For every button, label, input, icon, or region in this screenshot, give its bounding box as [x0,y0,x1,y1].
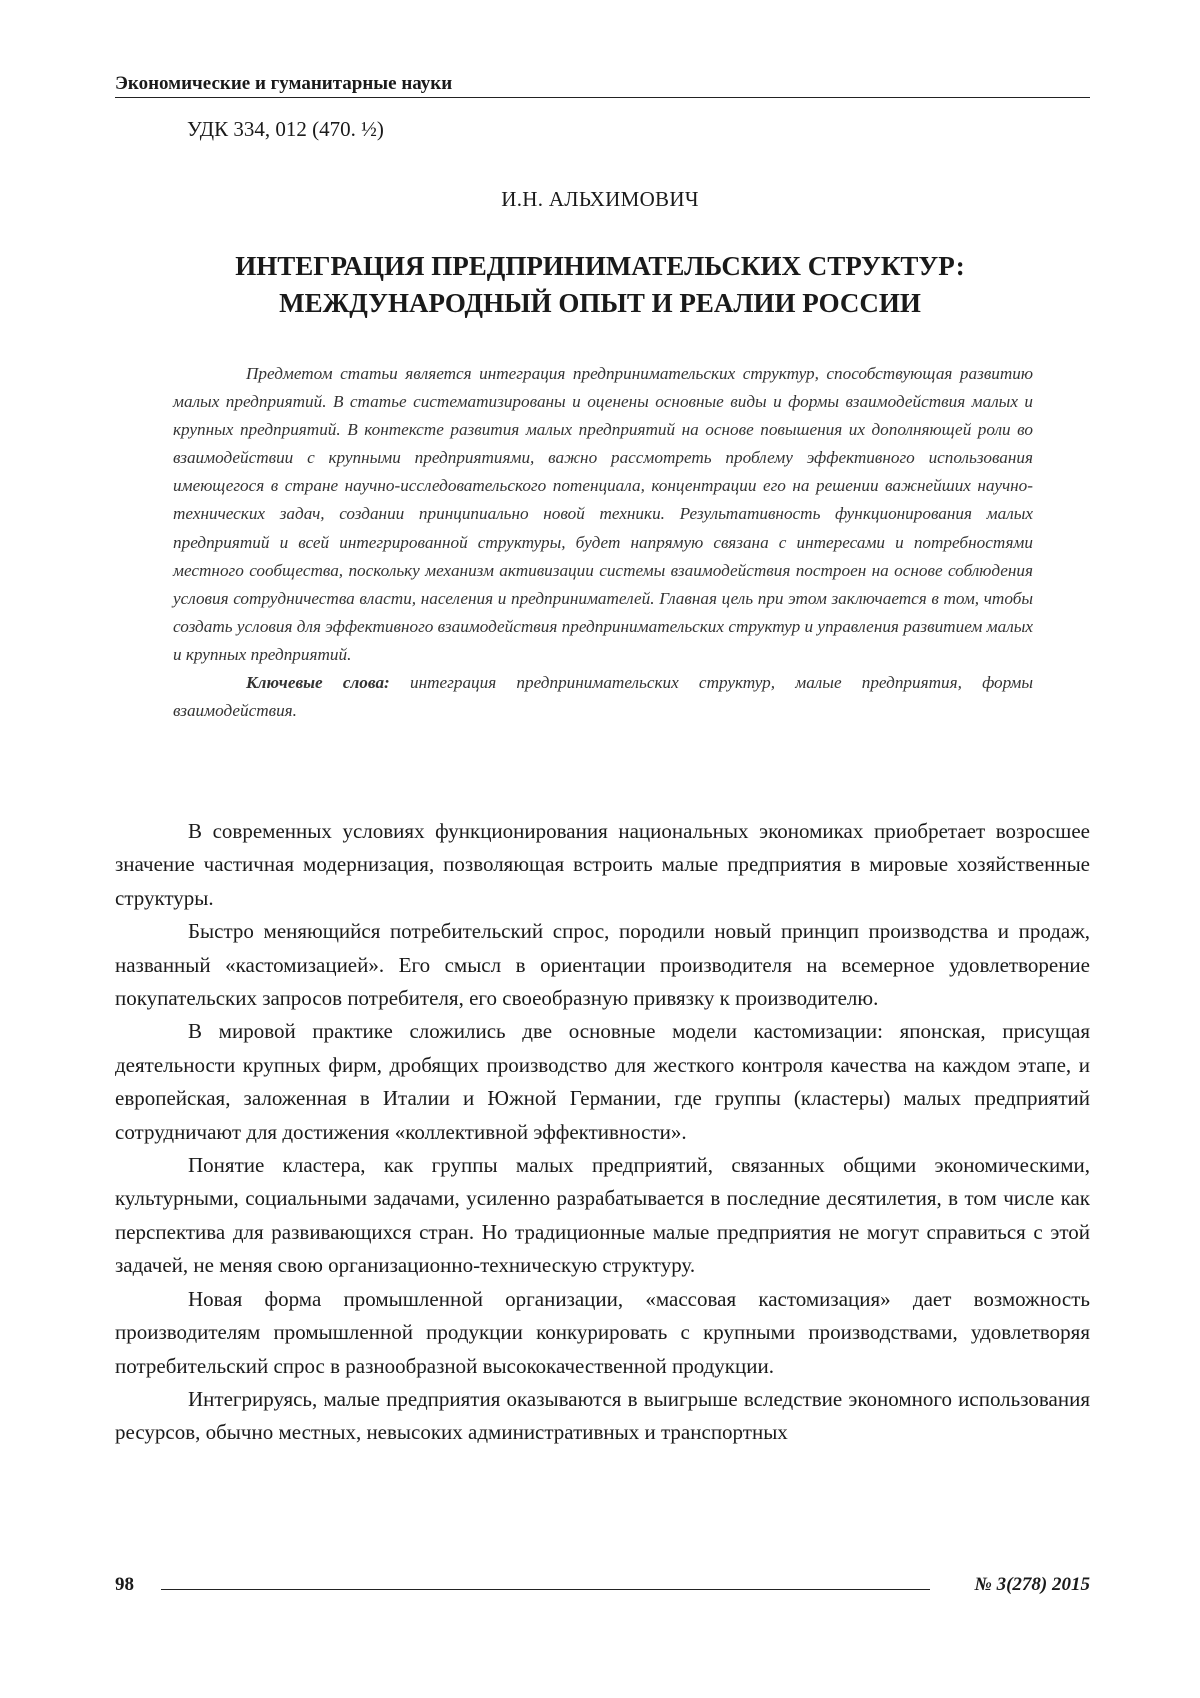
body-paragraph: В современных условиях функционирования национальных экономиках приобретает возросшее значение частичная модернизация, позволяющая встроить малые предприятия в мировые хозяйственные структуры. [115,815,1090,915]
article-title [150,248,1050,322]
title-line: МЕЖДУНАРОДНЫЙ ОПЫТ И РЕАЛИИ РОССИИ [150,285,1050,322]
keywords [173,669,1033,725]
journal-page [0,0,1200,1698]
issue-number: № 3(278) 2015 [974,1572,1090,1598]
body-paragraph: Интегрируясь, малые предприятия оказываются в выигрыше вследствие экономного использования ресурсов, обычно местных, невысоких административных и транспортных [115,1383,1090,1450]
page-footer [115,1572,1090,1600]
body-paragraph: Новая форма промышленной организации, «массовая кастомизация» дает возможность производителям промышленной продукции конкурировать с крупными производствами, удовлетворяя потребительский спрос в разнообразной высококачественной продукции. [115,1283,1090,1383]
body-paragraph: Быстро меняющийся потребительский спрос, породили новый принцип производства и продаж, названный «кастомизацией». Его смысл в ориентации производителя на всемерное удовлетворение покупательских запросов потребителя, его своеобразную привязку к производителю. [115,915,1090,1015]
footer-divider [161,1589,930,1590]
page-number: 98 [115,1572,134,1598]
running-header: Экономические и гуманитарные науки [115,72,1090,98]
body-paragraph: В мировой практике сложились две основные модели кастомизации: японская, присущая деятельности крупных фирм, дробящих производство для жесткого контроля качества на каждом этапе, и европейская, заложенная в Италии и Южной Германии, где группы (кластеры) малых предприятий сотрудничают для достижения «коллективной эффективности». [115,1015,1090,1149]
author-name: И.Н. АЛЬХИМОВИЧ [0,186,1200,212]
abstract-text: Предметом статьи является интеграция предпринимательских структур, способствующая развитию малых предприятий. В статье систематизированы и оценены основные виды и формы взаимодействия малых и крупных предприятий. В контексте развития малых предприятий на основе повышения их дополняющей роли во взаимодействии с крупными предприятиями, важно рассмотреть проблему эффективного использования имеющегося в стране научно-исследовательского потенциала, концентрации его на решении важнейших научно-технических задач, создании принципиально новой техники. Результативность функционирования малых предприятий и всей интегрированной структуры, будет напрямую связана с интересами и потребностями местного сообщества, поскольку механизм активизации системы взаимодействия построен на основе соблюдения условия сотрудничества власти, населения и предпринимателей. Главная цель при этом заключается в том, чтобы создать условия для эффективного взаимодействия предпринимательских структур и управления развитием малых и крупных предприятий. [173,360,1033,669]
article-body [115,815,1090,1450]
keywords-text: интеграция предпринимательских структур, малые предприятия, формы взаимодействия. [173,673,1033,720]
title-line: ИНТЕГРАЦИЯ ПРЕДПРИНИМАТЕЛЬСКИХ СТРУКТУР: [150,248,1050,285]
body-paragraph: Понятие кластера, как группы малых предприятий, связанных общими экономическими, культурными, социальными задачами, усиленно разрабатывается в последние десятилетия, в том числе как перспектива для развивающихся стран. Но традиционные малые предприятия не могут справиться с этой задачей, не меняя свою организационно-техническую структуру. [115,1149,1090,1283]
udk-code: УДК 334, 012 (470. ½) [187,116,384,142]
keywords-label: Ключевые слова: [246,673,390,692]
abstract [173,360,1033,725]
